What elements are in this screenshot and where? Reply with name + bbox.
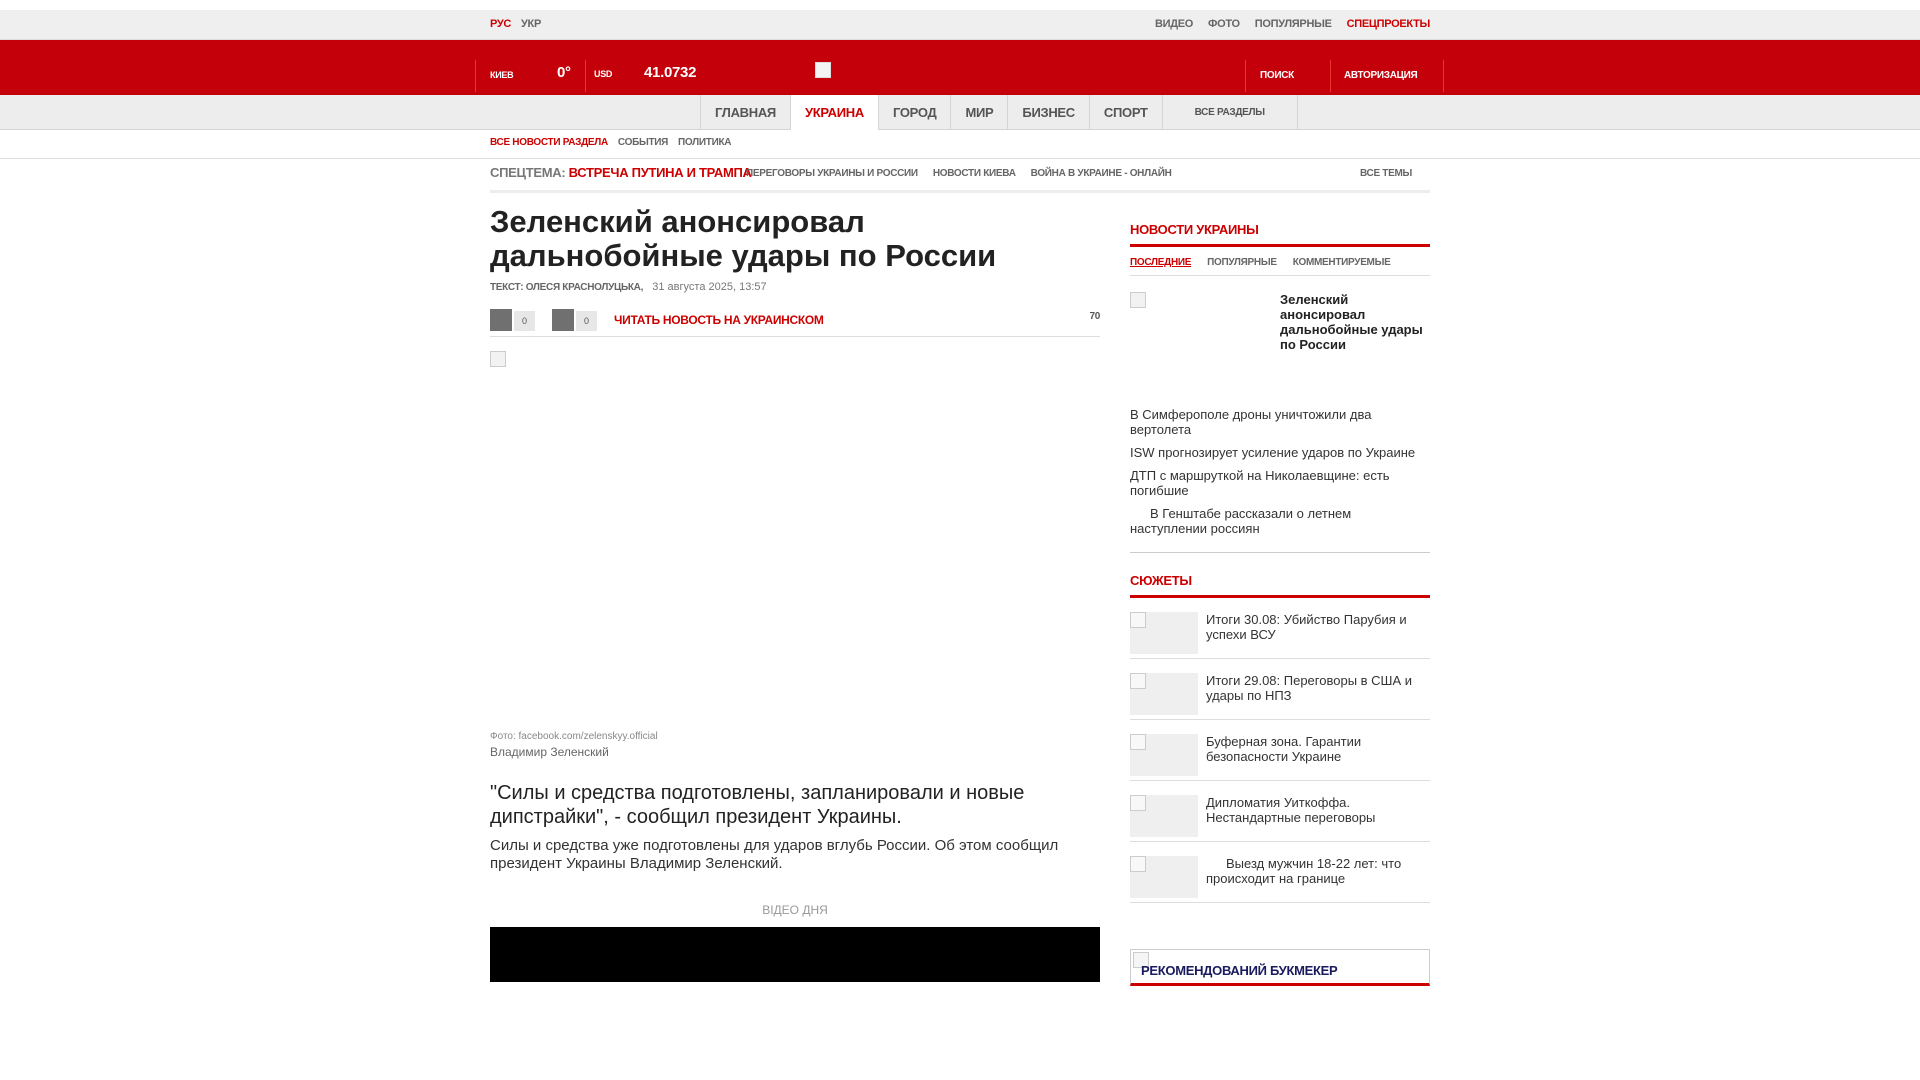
story-title[interactable]: Выезд мужчин 18-22 лет: что происходит на границе [1206,856,1402,886]
special-label: СПЕЦТЕМА: [490,165,566,180]
share-count: 0 [514,311,535,331]
article-author[interactable]: ТЕКСТ: ОЛЕСЯ КРАСНОЛУЦЬКА, [490,282,644,293]
story-image[interactable] [1130,795,1198,837]
topic-link[interactable]: ПЕРЕГОВОРЫ УКРАИНЫ И РОССИИ [746,168,918,179]
currency-label: USD [594,69,613,79]
top-links [1155,18,1430,30]
article [490,205,1100,982]
bookmaker-banner[interactable] [1130,949,1430,986]
main-nav [0,95,1920,130]
list-item[interactable]: В Генштабе рассказали о летнем наступлении россиян [1130,506,1352,536]
special-topic-bar [490,165,1430,193]
header-divider [1245,60,1246,92]
article-date: 31 августа 2025, 13:57 [652,281,767,293]
list-item[interactable]: ДТП с маршруткой на Николаевщине: есть погибшие [1130,468,1390,498]
sidebar [1130,222,1430,986]
photo-credit: Фото: facebook.com/zelenskyy.official [490,731,658,742]
nav-tab-sport[interactable]: СПОРТ [1090,95,1163,130]
special-projects-link[interactable]: СПЕЦПРОЕКТЫ [1346,18,1430,30]
tab-popular[interactable]: ПОПУЛЯРНЫЕ [1207,257,1277,268]
subnav-politics[interactable]: ПОЛИТИКА [678,137,732,148]
story-title[interactable]: Буферная зона. Гарантии безопасности Украине [1206,734,1362,764]
video-of-day-label: ВІДЕО ДНЯ [762,903,828,917]
list-item[interactable]: В Симферополе дроны уничтожили два вертолета [1130,407,1372,437]
lang-uk-link[interactable]: УКР [521,18,541,30]
nav-tab-ukraine[interactable]: УКРАИНА [791,95,879,130]
nav-tab-business[interactable]: БИЗНЕС [1008,95,1089,130]
city-label[interactable]: КИЕВ [490,70,514,80]
read-in-ukrainian-link[interactable]: ЧИТАТЬ НОВОСТЬ НА УКРАИНСКОМ [614,313,824,327]
twitter-share-icon[interactable] [552,309,574,331]
featured-news[interactable] [1130,292,1430,407]
article-title: Зеленский анонсировал дальнобойные удары по России [490,204,997,273]
currency-rate: 41.0732 [644,64,697,81]
special-topic-link[interactable]: ВСТРЕЧА ПУТИНА И ТРАМПА [568,165,752,180]
topic-link[interactable]: ВОЙНА В УКРАИНЕ - ОНЛАЙН [1030,168,1172,179]
story-image[interactable] [1130,673,1198,715]
news-list [1130,407,1430,536]
share-count: 0 [576,311,597,331]
sidebar-divider [1130,552,1430,553]
search-button[interactable]: ПОИСК [1260,70,1294,81]
popular-link[interactable]: ПОПУЛЯРНЫЕ [1254,18,1332,30]
facebook-share-icon[interactable] [490,309,512,331]
story-image[interactable] [1130,734,1198,776]
photo-link[interactable]: ФОТО [1208,18,1240,30]
nav-tab-world[interactable]: МИР [951,95,1008,130]
header-divider [585,60,586,92]
section-subnav [490,137,731,148]
subnav-divider [0,158,1920,159]
nav-tab-main[interactable]: ГЛАВНАЯ [700,95,791,130]
nav-all-sections[interactable]: ВСЕ РАЗДЕЛЫ [1163,95,1298,130]
article-meta [490,281,1100,293]
story-item[interactable] [1130,598,1430,659]
subnav-events[interactable]: СОБЫТИЯ [617,137,669,148]
article-photo [490,351,506,367]
story-title[interactable]: Дипломатия Уиткоффа. Нестандартные переговоры [1206,795,1376,825]
story-item[interactable] [1130,659,1430,720]
video-link[interactable]: ВИДЕО [1154,18,1194,30]
tab-latest[interactable]: ПОСЛЕДНИЕ [1130,257,1192,268]
tab-commented[interactable]: КОММЕНТИРУЕМЫЕ [1292,257,1391,268]
featured-news-image[interactable] [1130,292,1146,308]
story-item[interactable] [1130,781,1430,842]
list-item[interactable]: ISW прогнозирует усиление ударов по Украине [1130,445,1416,460]
login-button[interactable]: АВТОРИЗАЦИЯ [1344,70,1418,81]
stories-header[interactable]: СЮЖЕТЫ [1130,573,1430,598]
subnav-all-news[interactable]: ВСЕ НОВОСТИ РАЗДЕЛА [490,137,608,148]
header-divider [1443,60,1444,92]
story-title[interactable]: Итоги 29.08: Переговоры в США и удары по НПЗ [1206,673,1413,703]
views-count: 70 [1089,311,1100,322]
story-item[interactable] [1130,842,1430,903]
weather-temp: 0° [557,64,571,81]
special-topic-label [490,165,752,180]
bookmaker-label[interactable]: РЕКОМЕНДОВАНИЙ БУКМЕКЕР [1141,963,1338,978]
lang-ru-link[interactable]: РУС [490,18,512,30]
topic-link[interactable]: НОВОСТИ КИЕВА [932,168,1016,179]
featured-news-title[interactable]: Зеленский анонсировал дальнобойные удары по России [1280,292,1423,352]
article-body: Силы и средства уже подготовлены для ударов вглубь России. Об этом сообщил президент Украины Владимир Зеленский. [490,837,1059,872]
topic-links [746,168,1172,179]
article-lead: "Силы и средства подготовлены, запланировали и новые дипстрайки", - сообщил президент Украины. [490,782,1025,828]
header-divider [475,60,476,92]
ukraine-news-header[interactable]: НОВОСТИ УКРАИНЫ [1130,222,1430,247]
story-item[interactable] [1130,720,1430,781]
story-image[interactable] [1130,856,1198,898]
nav-tab-city[interactable]: ГОРОД [879,95,952,130]
header-divider [1330,60,1331,92]
story-title[interactable]: Итоги 30.08: Убийство Парубия и успехи ВСУ [1206,612,1407,642]
photo-caption: Владимир Зеленский [490,745,609,759]
video-player[interactable] [490,927,1100,982]
article-photo-area [490,351,1100,731]
story-image[interactable] [1130,612,1198,654]
share-bar [490,307,1100,337]
all-topics-link[interactable]: ВСЕ ТЕМЫ [1359,168,1412,179]
top-bar [0,10,1920,40]
sidebar-tabs [1130,247,1430,276]
header [0,40,1920,95]
site-logo[interactable] [815,62,831,78]
